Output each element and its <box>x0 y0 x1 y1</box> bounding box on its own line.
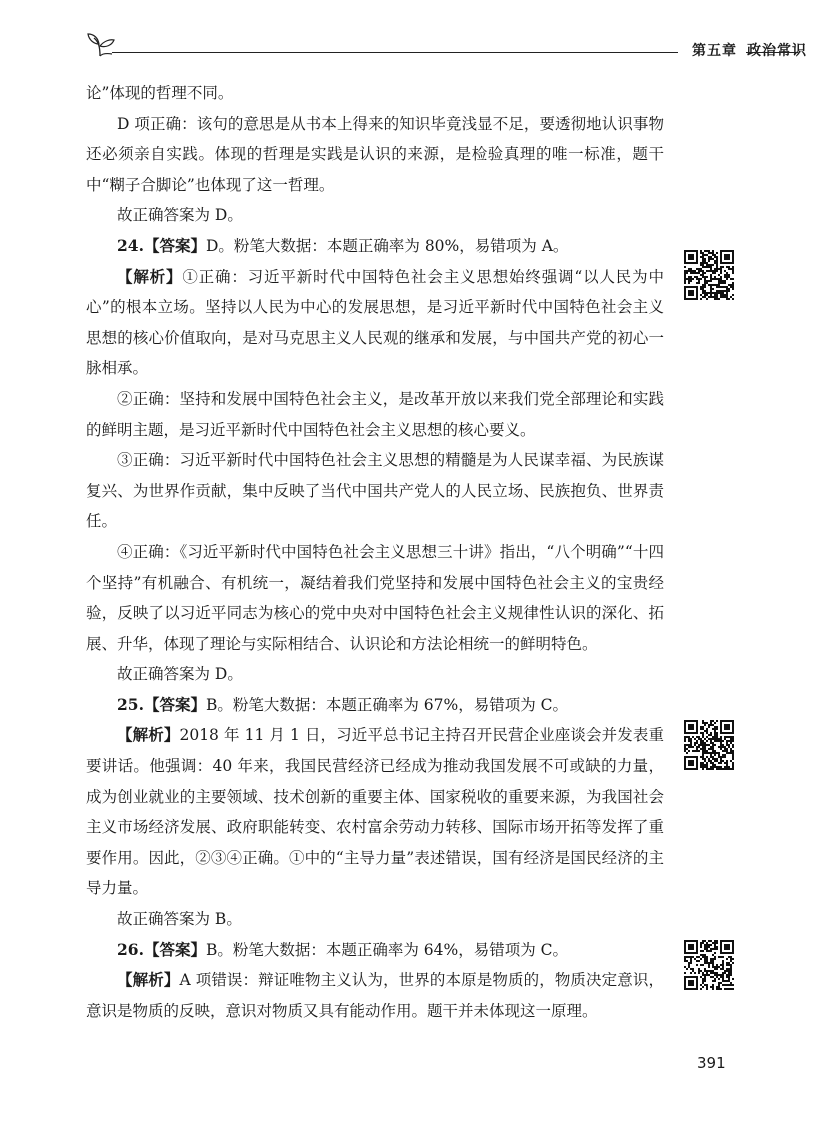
analysis-paragraph: 【解析】A 项错误：辩证唯物主义认为，世界的本原是物质的，物质决定意识，意识是物质的反映，意识对物质又具有能动作用。题干并未体现这一原理。 <box>86 970 664 1020</box>
answer-label: 26.【答案】 <box>117 939 206 959</box>
paragraph: ②正确：坚持和发展中国特色社会主义，是改革开放以来我们党全部理论和实践的鲜明主题，是习近平新时代中国特色社会主义思想的核心要义。 <box>86 389 664 439</box>
leaf-sprout-icon <box>86 32 116 58</box>
answer-label: 24.【答案】 <box>117 235 206 255</box>
chapter-title <box>692 40 817 60</box>
analysis-paragraph: 【解析】①正确：习近平新时代中国特色社会主义思想始终强调“以人民为中心”的根本立场。坚持以人民为中心的发展思想，是习近平新时代中国特色社会主义思想的核心价值取向，是对马克思主义人民观的继承和发展，与中国共产党的初心一脉相承。 <box>86 266 664 378</box>
analysis-paragraph: 【解析】2018 年 11 月 1 日，习近平总书记主持召开民营企业座谈会并发表重要讲话。他强调：40 年来，我国民营经济已经成为推动我国发展不可或缺的力量，成为创业就业的主要领域、技术创新的重要主体、国家税收的重要来源，为我国社会主义市场经济发展、政府职能转变、农村富余劳动力转移、国际市场开拓等发挥了重要作用。因此，②③④正确。①中的“主导力量”表述错误，国有经济是国民经济的主导力量。 <box>86 725 664 898</box>
paragraph: 论”体现的哲理不同。 <box>86 84 234 102</box>
chapter-number: 第五章 <box>692 43 737 59</box>
analysis-label: 【解析】 <box>117 970 180 990</box>
paragraph: ③正确：习近平新时代中国特色社会主义思想的精髓是为人民谋幸福、为民族谋复兴、为世界作贡献，集中反映了当代中国共产党人的人民立场、民族抱负、世界责任。 <box>86 451 664 531</box>
answer-line: 26.【答案】B。粉笔大数据：本题正确率为 64%，易错项为 C。 <box>117 939 569 959</box>
analysis-label: 【解析】 <box>117 266 183 286</box>
analysis-label: 【解析】 <box>117 725 180 745</box>
qr-code-icon[interactable] <box>684 250 734 300</box>
paragraph: 故正确答案为 D。 <box>117 665 243 684</box>
paragraph: ④正确：《习近平新时代中国特色社会主义思想三十讲》指出，“八个明确”“十四个坚持”有机融合、有机统一，凝结着我们党坚持和发展中国特色社会主义的宝贵经验，反映了以习近平同志为核心的党中央对中国特色社会主义规律性认识的深化、拓展、升华，体现了理论与实际相结合、认识论和方法论相统一的鲜明特色。 <box>86 542 664 653</box>
paragraph: D 项正确：该句的意思是从书本上得来的知识毕竟浅显不足，要透彻地认识事物还必须亲自实践。体现的哲理是实践是认识的来源，是检验真理的唯一标准，题干中“糊子合脚论”也体现了这一哲理。 <box>86 114 664 194</box>
page-number: 391 <box>697 1054 726 1072</box>
qr-code-icon[interactable] <box>684 940 734 990</box>
answer-line: 24.【答案】D。粉笔大数据：本题正确率为 80%，易错项为 A。 <box>117 235 569 255</box>
header-rule <box>112 52 678 53</box>
answer-explanations <box>86 78 664 1026</box>
qr-code-icon[interactable] <box>684 720 734 770</box>
paragraph: 故正确答案为 B。 <box>117 910 242 929</box>
answer-label: 25.【答案】 <box>117 694 206 714</box>
answer-line: 25.【答案】B。粉笔大数据：本题正确率为 67%，易错项为 C。 <box>117 694 569 714</box>
header-rule <box>746 52 798 53</box>
section-name: 政治常识 <box>747 43 807 59</box>
paragraph: 故正确答案为 D。 <box>117 206 243 225</box>
page-header <box>86 30 807 70</box>
